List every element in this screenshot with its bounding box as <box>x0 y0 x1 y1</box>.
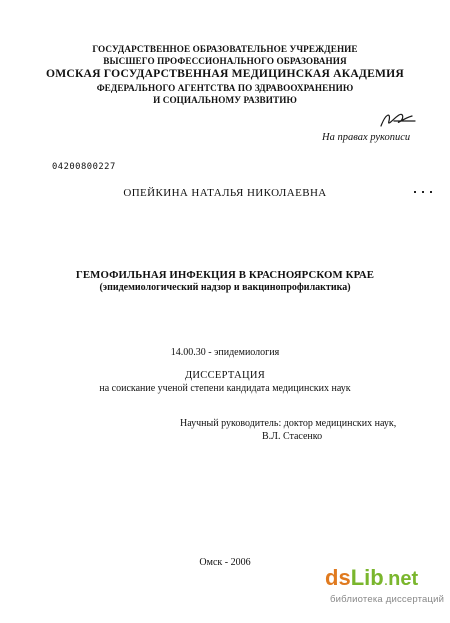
supervisor-line: Научный руководитель: доктор медицинских наук, <box>180 418 397 429</box>
agency-line-2: И СОЦИАЛЬНОМУ РАЗВИТИЮ <box>153 95 297 105</box>
agency-line-1: ФЕДЕРАЛЬНОГО АГЕНТСТВА ПО ЗДРАВООХРАНЕНИЮ <box>96 83 354 93</box>
dissertation-title: ГЕМОФИЛЬНАЯ ИНФЕКЦИЯ В КРАСНОЯРСКОМ КРАЕ <box>75 269 375 281</box>
institution-line-2: ВЫСШЕГО ПРОФЕССИОНАЛЬНОГО ОБРАЗОВАНИЯ <box>103 56 347 66</box>
document-code: 04200800227 <box>52 162 116 172</box>
watermark-subtitle: библиотека диссертаций <box>330 594 445 605</box>
place-year: Омск - 2006 <box>199 557 251 568</box>
degree-purpose: на соискание ученой степени кандидата медицинских наук <box>99 383 351 394</box>
supervisor-name: В.Л. Стасенко <box>262 431 323 442</box>
logo-dot: . <box>383 572 389 589</box>
logo-lib: Lib <box>350 565 384 590</box>
dissertation-subtitle: (эпидемиологический надзор и вакцинопрофилактика) <box>99 282 351 293</box>
rights-note: На правах рукописи <box>322 132 411 143</box>
signature-image <box>378 109 418 131</box>
logo-net: net <box>388 568 419 590</box>
author-name: ОПЕЙКИНА НАТАЛЬЯ НИКОЛАЕВНА <box>123 187 327 199</box>
dissertation-label: ДИССЕРТАЦИЯ <box>184 370 266 381</box>
institution-line-1: ГОСУДАРСТВЕННОЕ ОБРАЗОВАТЕЛЬНОЕ УЧРЕЖДЕНИЕ <box>92 44 358 54</box>
specialty-code: 14.00.30 - эпидемиология <box>170 347 280 358</box>
academy-name: ОМСКАЯ ГОСУДАРСТВЕННАЯ МЕДИЦИНСКАЯ АКАДЕМИЯ <box>46 67 404 80</box>
logo-ds: ds <box>325 565 351 590</box>
dslib-logo[interactable] <box>325 565 418 591</box>
